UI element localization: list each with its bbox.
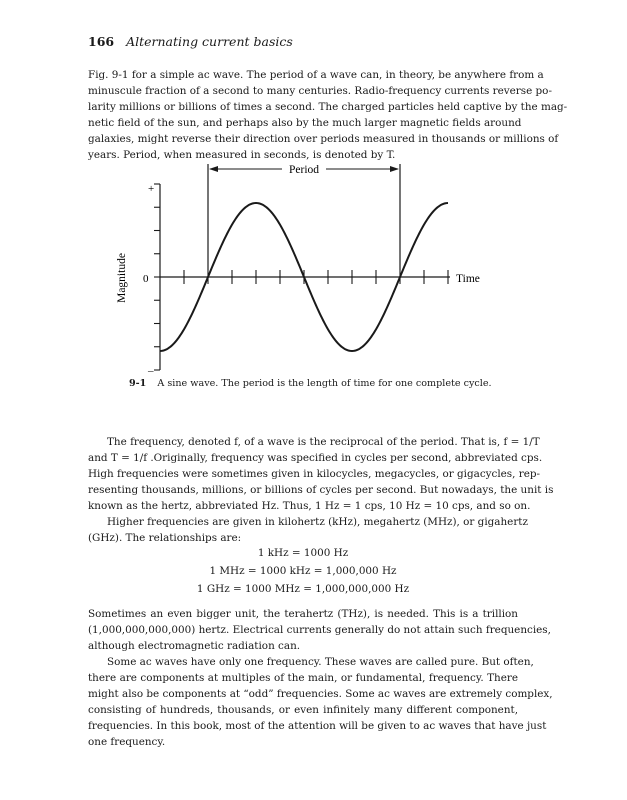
text-line: years. Period, when measured in seconds, is denoted by T.: [88, 149, 396, 162]
text-line: minuscule fraction of a second to many centuries. Radio-frequency currents reverse po-: [88, 85, 552, 98]
period-label: Period: [288, 164, 320, 176]
plus-label: +: [148, 183, 155, 195]
page-header: [88, 34, 293, 49]
zero-label: 0: [143, 273, 149, 285]
paragraph-terahertz: [88, 606, 551, 654]
y-axis-ticks: [154, 184, 160, 370]
caption-number: 9-1: [129, 378, 147, 389]
text-line: Sometimes an even bigger unit, the terahertz (THz), is needed. This is a trillion: [88, 608, 518, 620]
running-title: Alternating current basics: [126, 34, 293, 49]
text-line: resenting thousands, millions, or billions of cycles per second. But nowadays, the unit is: [88, 484, 554, 497]
text-line: although electromagnetic radiation can.: [88, 640, 301, 653]
figure-sine-wave: [110, 156, 500, 380]
paragraph-pure-waves: [88, 654, 553, 751]
page-number: 166: [88, 34, 115, 49]
minus-label: –: [148, 365, 154, 376]
text-line: Some ac waves have only one frequency. These waves are called pure. But often,: [107, 656, 534, 668]
text-line: (GHz). The relationships are:: [88, 532, 242, 545]
text-line: larity millions or billions of times a second. The charged particles held captive by the mag-: [88, 101, 568, 114]
text-line: known as the hertz, abbreviated Hz. Thus, 1 Hz = 1 cps, 10 Hz = 10 cps, and so on.: [88, 500, 531, 513]
caption-text: A sine wave. The period is the length of time for one complete cycle.: [157, 378, 492, 389]
text-line: and T = 1/f .Originally, frequency was specified in cycles per second, abbreviated cps.: [88, 452, 543, 465]
equation-ghz: 1 GHz = 1000 MHz = 1,000,000,000 Hz: [196, 583, 410, 595]
period-arrowhead-left: [209, 166, 218, 172]
paragraph-period: [88, 67, 568, 164]
text-line: frequencies. In this book, most of the attention will be given to ac waves that have just: [88, 720, 547, 733]
figure-caption: [129, 378, 492, 389]
text-line: The frequency, denoted f, of a wave is the reciprocal of the period. That is, f = 1/T: [107, 436, 540, 448]
text-line: netic field of the sun, and perhaps also by the much larger magnetic fields around: [88, 117, 522, 130]
text-line: consisting of hundreds, thousands, or even infinitely many different component,: [88, 704, 518, 717]
text-line: Higher frequencies are given in kilohertz (kHz), megahertz (MHz), or gigahertz: [107, 516, 528, 528]
equation-khz: 1 kHz = 1000 Hz: [257, 547, 349, 559]
period-arrowhead-right: [390, 166, 399, 172]
text-line: one frequency.: [88, 736, 166, 749]
x-axis-label: Time: [456, 273, 480, 285]
paragraph-frequency: [88, 434, 554, 514]
equation-mhz: 1 MHz = 1000 kHz = 1,000,000 Hz: [209, 565, 397, 577]
text-line: might also be components at “odd” frequencies. Some ac waves are extremely complex,: [88, 688, 553, 701]
text-line: (1,000,000,000,000) hertz. Electrical currents generally do not attain such frequencies,: [88, 624, 551, 637]
text-line: galaxies, might reverse their direction over periods measured in thousands or millions of: [88, 133, 559, 146]
y-axis-label: Magnitude: [116, 253, 128, 303]
text-line: there are components at multiples of the main, or fundamental, frequency. There: [88, 672, 518, 685]
paragraph-higher-frequencies: [88, 514, 528, 546]
sine-wave-chart: [110, 156, 500, 376]
text-line: Fig. 9-1 for a simple ac wave. The period of a wave can, in theory, be anywhere from a: [88, 69, 544, 81]
text-line: High frequencies were sometimes given in kilocycles, megacycles, or gigacycles, rep-: [88, 468, 541, 481]
